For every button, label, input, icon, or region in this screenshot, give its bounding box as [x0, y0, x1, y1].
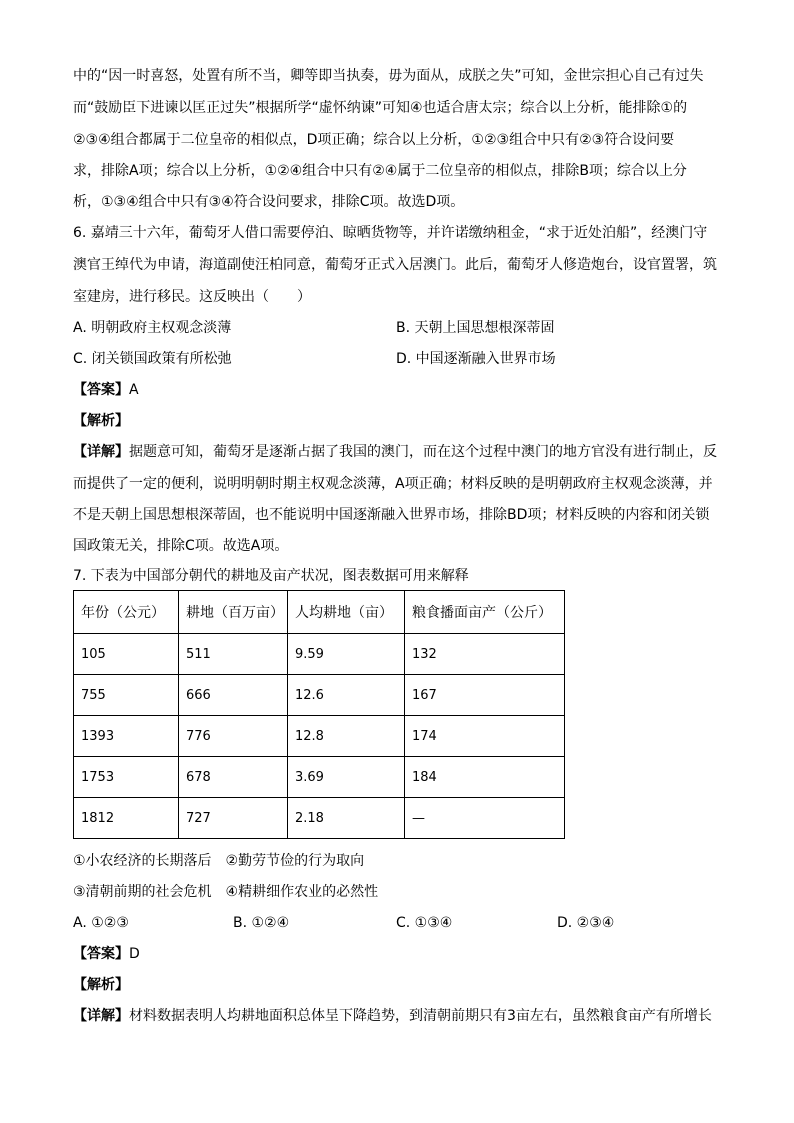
table-cell: 167	[405, 675, 565, 716]
detail-tag: 【详解】	[73, 444, 129, 460]
table-row	[74, 798, 565, 839]
table-cell: 3.69	[288, 757, 405, 798]
table-cell: 174	[405, 716, 565, 757]
table-cell: 132	[405, 634, 565, 675]
table-cell: 9.59	[288, 634, 405, 675]
q6-stem-line: 6. 嘉靖三十六年，葡萄牙人借口需要停泊、晾晒货物等，并许诺缴纳租金，“求于近处泊船”，经澳门守	[73, 225, 708, 241]
table-row	[74, 634, 565, 675]
q7-option-b: B. ①②④	[233, 915, 290, 931]
table-header-cell: 耕地（百万亩）	[179, 591, 288, 634]
q6-option-c: C. 闭关锁国政策有所松弛	[73, 351, 232, 367]
analysis-tag: 【解析】	[73, 413, 129, 429]
q7-stem: 7. 下表为中国部分朝代的耕地及亩产状况，图表数据可用来解释	[73, 568, 469, 584]
q7-data-table	[73, 590, 565, 839]
table-cell: 1393	[74, 716, 179, 757]
q6-stem-line: 澳官王绰代为申请，海道副使汪柏同意，葡萄牙正式入居澳门。此后，葡萄牙人修造炮台，设官置署，筑	[73, 257, 717, 273]
text-line: ②③④组合都属于二位皇帝的相似点，D项正确；综合以上分析，①②③组合中只有②③符合设问要	[73, 132, 675, 148]
answer-tag: 【答案】	[73, 382, 129, 398]
detail-text: 据题意可知，葡萄牙是逐渐占据了我国的澳门，而在这个过程中澳门的地方官没有进行制止，反	[129, 444, 717, 460]
table-cell: 105	[74, 634, 179, 675]
detail-tag: 【详解】	[73, 1008, 129, 1024]
table-cell: 12.6	[288, 675, 405, 716]
table-cell: 1753	[74, 757, 179, 798]
analysis-tag: 【解析】	[73, 977, 129, 993]
q6-option-b: B. 天朝上国思想根深蒂固	[396, 320, 555, 336]
table-cell: 1812	[74, 798, 179, 839]
q7-statement-line: ③清朝前期的社会危机 ④精耕细作农业的必然性	[73, 884, 379, 900]
table-header-cell: 年份（公元）	[74, 591, 179, 634]
q6-answer	[73, 380, 733, 400]
table-row	[74, 675, 565, 716]
table-header-row	[74, 591, 565, 634]
q7-option-c: C. ①③④	[396, 915, 453, 931]
q6-detail-line: 国政策无关，排除C项。故选A项。	[73, 538, 289, 554]
q7-statement-line: ①小农经济的长期落后 ②勤劳节俭的行为取向	[73, 853, 365, 869]
q7-answer	[73, 944, 733, 964]
q7-detail-line	[73, 1006, 733, 1026]
text-line: 而“鼓励臣下进谏以匡正过失”根据所学“虚怀纳谏”可知④也适合唐太宗；综合以上分析，能排除①的	[73, 100, 688, 116]
q6-detail-line: 不是天朝上国思想根深蒂固，也不能说明中国逐渐融入世界市场，排除BD项；材料反映的内容和闭关锁	[73, 507, 710, 523]
q7-option-d: D. ②③④	[557, 915, 615, 931]
table-cell: 776	[179, 716, 288, 757]
q7-analysis-tag	[73, 975, 733, 995]
table-row	[74, 757, 565, 798]
q6-option-a: A. 明朝政府主权观念淡薄	[73, 320, 232, 336]
answer-tag: 【答案】	[73, 946, 129, 962]
detail-text: 材料数据表明人均耕地面积总体呈下降趋势，到清朝前期只有3亩左右，虽然粮食亩产有所增长	[129, 1008, 712, 1024]
q6-detail-line: 而提供了一定的便利，说明明朝时期主权观念淡薄，A项正确；材料反映的是明朝政府主权观念淡薄，并	[73, 476, 713, 492]
table-cell: 678	[179, 757, 288, 798]
text-line: 中的“因一时喜怒，处置有所不当，卿等即当执奏，毋为面从，成朕之失”可知，金世宗担心自己有过失	[73, 68, 704, 84]
q6-analysis-tag	[73, 411, 733, 431]
q6-option-d: D. 中国逐渐融入世界市场	[396, 351, 556, 367]
table-cell: 755	[74, 675, 179, 716]
text-line: 求，排除A项；综合以上分析，①②④组合中只有②④属于二位皇帝的相似点，排除B项；综合以上分	[73, 163, 687, 179]
table-cell: 12.8	[288, 716, 405, 757]
table-header-cell: 粮食播面亩产（公斤）	[405, 591, 565, 634]
table-cell: 727	[179, 798, 288, 839]
q7-option-a: A. ①②③	[73, 915, 129, 931]
q6-stem-line: 室建房，进行移民。这反映出（ ）	[73, 289, 311, 305]
answer-value: A	[129, 382, 139, 398]
text-line: 析，①③④组合中只有③④符合设问要求，排除C项。故选D项。	[73, 194, 465, 210]
table-cell: —	[405, 798, 565, 839]
answer-value: D	[129, 946, 140, 962]
table-row	[74, 716, 565, 757]
table-cell: 2.18	[288, 798, 405, 839]
table-cell: 666	[179, 675, 288, 716]
table-header-cell: 人均耕地（亩）	[288, 591, 405, 634]
table-cell: 511	[179, 634, 288, 675]
table-cell: 184	[405, 757, 565, 798]
q6-detail-line	[73, 442, 733, 462]
